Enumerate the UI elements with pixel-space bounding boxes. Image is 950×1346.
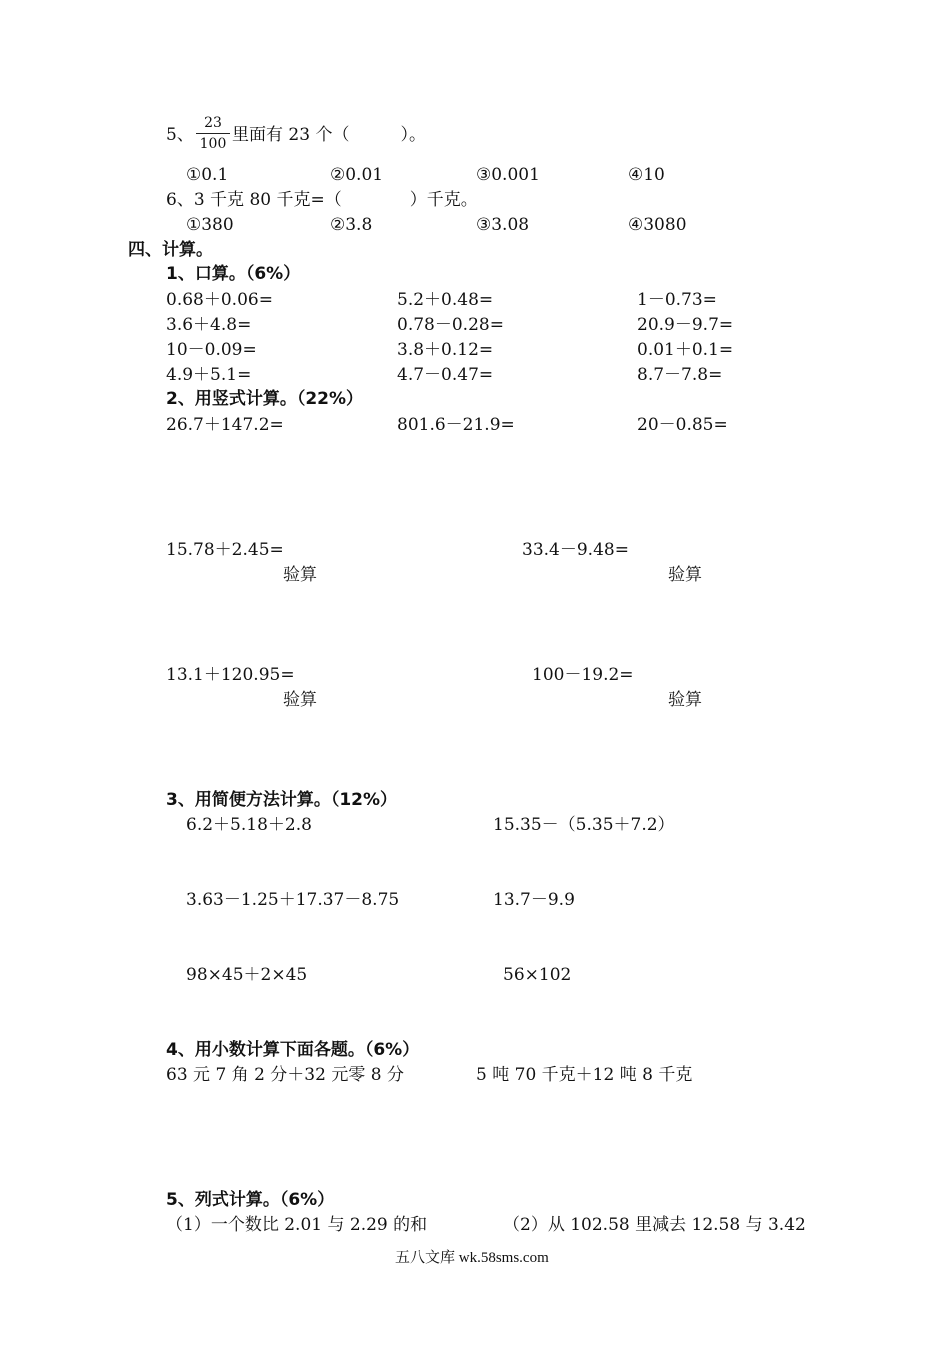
section-4-title: 四、计算。 xyxy=(128,240,213,260)
s1-item: 0.01＋0.1= xyxy=(637,340,734,360)
s2-check-label: 验算 xyxy=(283,690,317,710)
fraction-bar xyxy=(196,133,230,134)
s1-item: 1－0.73= xyxy=(637,290,717,310)
s5-item: （1）一个数比 2.01 与 2.29 的和 xyxy=(166,1215,428,1235)
s2-item: 33.4－9.48= xyxy=(522,540,629,560)
s2-item: 20－0.85= xyxy=(637,415,728,435)
q5-option-3: ③0.001 xyxy=(476,165,540,185)
q6-option-2: ②3.8 xyxy=(330,215,373,235)
s3-item: 98×45＋2×45 xyxy=(186,965,308,985)
q6-option-3: ③3.08 xyxy=(476,215,530,235)
s4-item: 5 吨 70 千克＋12 吨 8 千克 xyxy=(476,1065,693,1085)
s5-item: （2）从 102.58 里减去 12.58 与 3.42 xyxy=(503,1215,806,1235)
s2-title: 2、用竖式计算。（22%） xyxy=(166,389,364,409)
q6-option-1: ①380 xyxy=(186,215,234,235)
q5-fraction xyxy=(196,115,230,152)
s5-title: 5、列式计算。（6%） xyxy=(166,1190,335,1210)
s3-title: 3、用简便方法计算。（12%） xyxy=(166,790,398,810)
q5-number: 5、 xyxy=(166,125,194,145)
q5-option-1: ①0.1 xyxy=(186,165,229,185)
q5-option-4: ④10 xyxy=(628,165,665,185)
s1-item: 0.78－0.28= xyxy=(397,315,504,335)
s1-item: 3.6＋4.8= xyxy=(166,315,252,335)
s3-item: 56×102 xyxy=(503,965,572,985)
s2-check-label: 验算 xyxy=(668,565,702,585)
s1-item: 0.68＋0.06= xyxy=(166,290,273,310)
s1-item: 20.9－9.7= xyxy=(637,315,734,335)
s4-item: 63 元 7 角 2 分＋32 元零 8 分 xyxy=(166,1065,404,1085)
s1-title: 1、口算。（6%） xyxy=(166,264,301,284)
s2-item: 15.78＋2.45= xyxy=(166,540,284,560)
s2-check-label: 验算 xyxy=(283,565,317,585)
s3-item: 13.7－9.9 xyxy=(493,890,575,910)
s3-item: 15.35－（5.35＋7.2） xyxy=(493,815,675,835)
q6-option-4: ④3080 xyxy=(628,215,687,235)
s2-item: 801.6－21.9= xyxy=(397,415,515,435)
s2-item: 100－19.2= xyxy=(532,665,634,685)
s3-item: 6.2＋5.18＋2.8 xyxy=(186,815,312,835)
s2-item: 13.1＋120.95= xyxy=(166,665,295,685)
q5-text: 里面有 23 个（ ）。 xyxy=(232,125,426,145)
s1-item: 8.7－7.8= xyxy=(637,365,723,385)
q5-option-2: ②0.01 xyxy=(330,165,384,185)
q5-fraction-denominator: 100 xyxy=(199,136,227,152)
s1-item: 4.9＋5.1= xyxy=(166,365,252,385)
page-footer: 五八文库 wk.58sms.com xyxy=(395,1250,549,1266)
s4-title: 4、用小数计算下面各题。（6%） xyxy=(166,1040,420,1060)
s3-item: 3.63－1.25＋17.37－8.75 xyxy=(186,890,400,910)
s1-item: 4.7－0.47= xyxy=(397,365,494,385)
s1-item: 10－0.09= xyxy=(166,340,257,360)
s2-item: 26.7＋147.2= xyxy=(166,415,284,435)
s1-item: 5.2＋0.48= xyxy=(397,290,494,310)
q5-fraction-numerator: 23 xyxy=(204,115,222,131)
q6-text: 6、3 千克 80 千克=（ ）千克。 xyxy=(166,190,478,210)
s1-item: 3.8＋0.12= xyxy=(397,340,494,360)
s2-check-label: 验算 xyxy=(668,690,702,710)
